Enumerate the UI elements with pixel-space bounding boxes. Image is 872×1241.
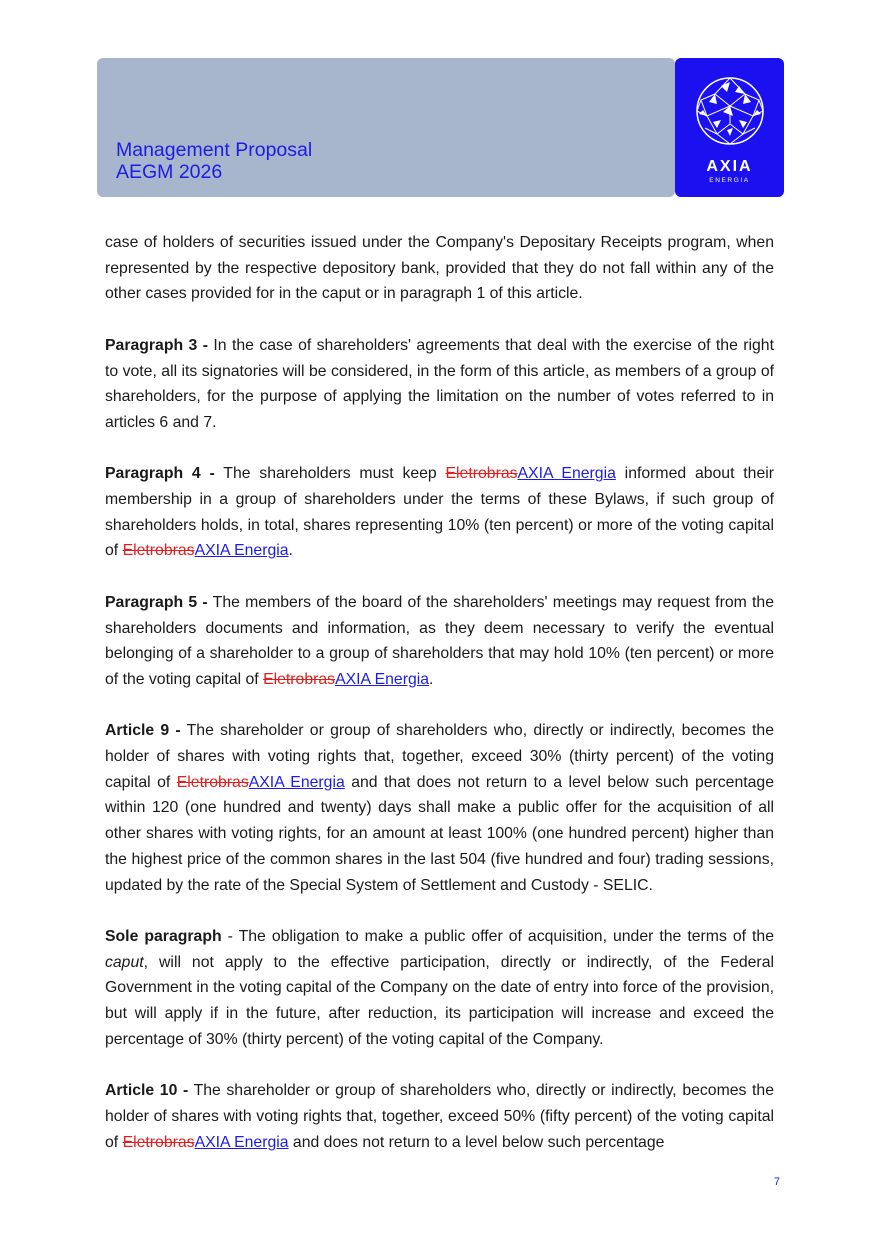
paragraph-text: , will not apply to the effective participation, directly or indirectly, of the Federal Government in the voting capital of the Company on the date of entry into force of the provision, but will apply if in the future, after reduction, its participation will increase and exceed the percentage of 30% (thirty percent) of the voting capital of the Company. <box>105 953 774 1048</box>
paragraph-text: In the case of shareholders' agreements that deal with the exercise of the right to vote, all its signatories will be considered, in the form of this article, as members of a group of shareholders, for the purpose of applying the limitation on the number of votes referred to in articles 6 and 7. <box>105 336 774 431</box>
paragraph-continuation <box>105 230 774 307</box>
paragraph-label: Paragraph 5 - <box>105 593 208 611</box>
inserted-text: AXIA Energia <box>194 1133 289 1151</box>
paragraph-3 <box>105 333 774 436</box>
page-number: 7 <box>773 1176 780 1188</box>
inserted-text: AXIA Energia <box>335 670 430 688</box>
title-line-2: AEGM 2026 <box>116 161 223 183</box>
paragraph-label: Sole paragraph <box>105 927 222 945</box>
paragraph-text: The shareholders must keep <box>214 465 446 483</box>
paragraph-text: and that does not return to a level below such percentage within 120 (one hundred and twenty) days shall make a public offer for the acquisition of all other shares with voting rights, for an amount at least 100% (one hundred percent) higher than the highest price of the common shares in the last 504 (five hundred and four) trading sessions, updated by the rate of the Special System of Settlement and Custody - SELIC. <box>105 773 774 894</box>
document-body <box>105 230 774 1181</box>
paragraph-text: informed about their membership in a group of shareholders under the terms of these Bylaws, if such group of shareholders holds, in total, shares representing 10% (ten percent) or more of the voting capital of <box>105 465 774 560</box>
deleted-text: Eletrobras <box>122 1133 195 1151</box>
paragraph-label: Article 9 - <box>105 722 181 740</box>
document-title <box>116 139 312 183</box>
logo-subtitle: ENERGIA <box>709 177 750 184</box>
paragraph-text: and does not return to a level below such percentage <box>288 1133 665 1151</box>
deleted-text: Eletrobras <box>122 542 195 560</box>
paragraph-text: - The obligation to make a public offer of acquisition, under the terms of the <box>221 927 774 945</box>
italic-term: caput <box>105 953 144 971</box>
inserted-text: AXIA Energia <box>517 465 616 483</box>
paragraph-text: case of holders of securities issued under the Company's Depositary Receipts program, when represented by the respective depository bank, provided that they do not fall within any of the other cases provided for in the caput or in paragraph 1 of this article. <box>105 234 774 303</box>
paragraph-text: The shareholder or group of shareholders who, directly or indirectly, becomes the holder of shares with voting rights that, together, exceed 30% (thirty percent) of the voting capital of <box>105 722 774 791</box>
deleted-text: Eletrobras <box>176 773 249 791</box>
article-9 <box>105 718 774 898</box>
paragraph-label: Paragraph 4 - <box>105 465 215 483</box>
inserted-text: AXIA Energia <box>248 773 345 791</box>
paragraph-text: . <box>429 670 434 688</box>
axia-logo <box>675 58 784 197</box>
inserted-text: AXIA Energia <box>194 542 289 560</box>
paragraph-text: The shareholder or group of shareholders who, directly or indirectly, becomes the holder of shares with voting rights that, together, exceed 50% (fifty percent) of the voting capital of <box>105 1082 774 1151</box>
paragraph-label: Article 10 - <box>105 1082 189 1100</box>
article-10 <box>105 1078 774 1155</box>
header-band <box>97 58 675 197</box>
paragraph-5 <box>105 590 774 693</box>
paragraph-text: The members of the board of the shareholders' meetings may request from the shareholders documents and information, as they deem necessary to verify the eventual belonging of a shareholder to a group of shareholders that may hold 10% (ten percent) or more of the voting capital of <box>105 593 774 688</box>
globe-icon <box>695 76 765 146</box>
deleted-text: Eletrobras <box>263 670 336 688</box>
sole-paragraph <box>105 924 774 1053</box>
logo-name: AXIA <box>706 158 753 175</box>
paragraph-label: Paragraph 3 - <box>105 336 208 354</box>
paragraph-4 <box>105 461 774 564</box>
paragraph-text: . <box>288 542 293 560</box>
deleted-text: Eletrobras <box>445 465 518 483</box>
title-line-1: Management Proposal <box>116 139 313 161</box>
